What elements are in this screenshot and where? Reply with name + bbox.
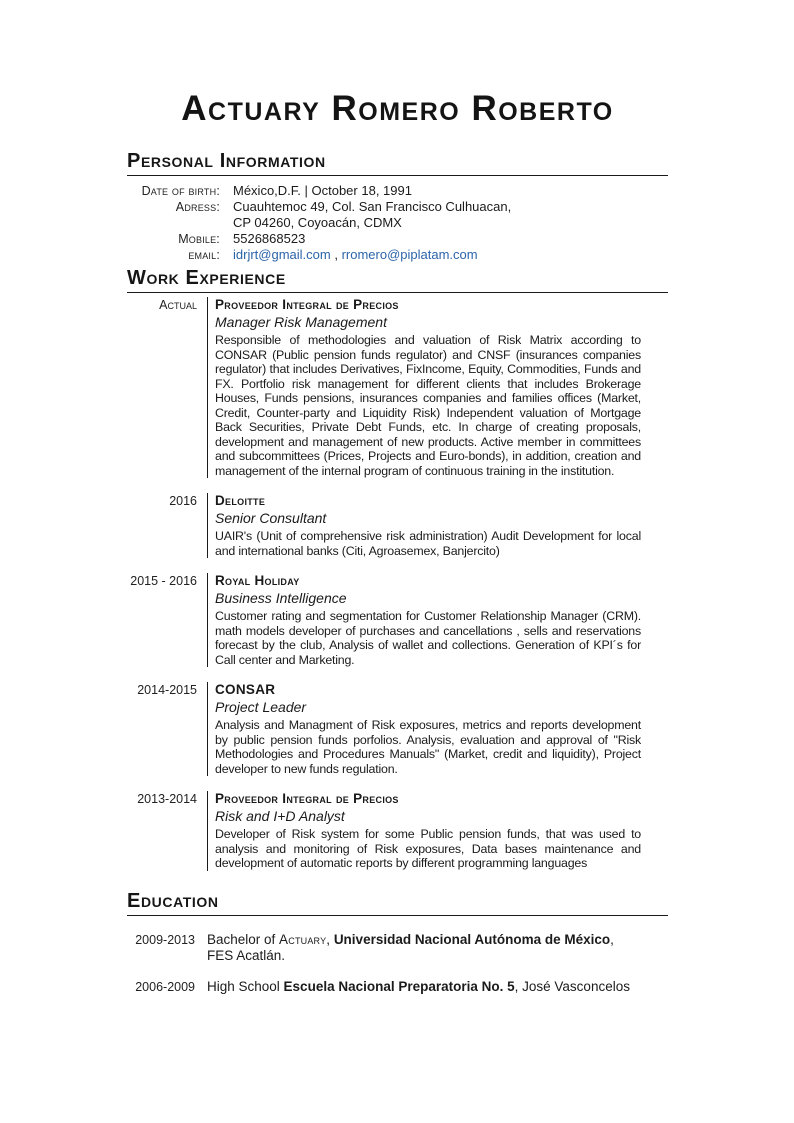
- entry-description: Developer of Risk system for some Public pension funds, that was used to analysis and monitoring of Risk exposures, Data bases maintenance and development of automatic reports by different programming languages: [215, 827, 641, 870]
- row-date-of-birth: [127, 183, 668, 199]
- mobile-value: 5526868523: [233, 231, 306, 246]
- entry-company: CONSAR: [215, 682, 276, 697]
- entry-company: Deloitte: [215, 493, 266, 508]
- entry-description: UAIR's (Unit of comprehensive risk administration) Audit Development for local and international banks (Citi, Agroasemex, Banjercito): [215, 529, 641, 558]
- work-entries: [127, 297, 668, 871]
- entry-period: Actual: [159, 298, 197, 312]
- entry-body: [207, 791, 641, 871]
- email-separator: ,: [330, 247, 342, 262]
- work-entry-deloitte: [127, 493, 668, 558]
- date-of-birth-value: México,D.F. | October 18, 1991: [233, 183, 412, 198]
- section-work-experience: [127, 268, 668, 871]
- row-email: [127, 247, 668, 263]
- institution-bold: Universidad Nacional Autónoma de México: [333, 931, 611, 947]
- education-entry-bachelor: [127, 932, 668, 964]
- entry-period: 2013-2014: [137, 792, 197, 806]
- entry-body: [207, 573, 641, 667]
- entry-body: [207, 932, 614, 964]
- institution-bold: Escuela Nacional Preparatoria No. 5: [283, 978, 515, 994]
- address-line-1: Cuauhtemoc 49, Col. San Francisco Culhuacan,: [233, 199, 512, 214]
- entry-role: Business Intelligence: [215, 590, 347, 606]
- section-heading-personal-information: Personal Information: [127, 151, 668, 176]
- entry-period: 2016: [169, 494, 197, 508]
- entry-role: Senior Consultant: [215, 510, 327, 526]
- email-link-piplatam[interactable]: rromero@piplatam.com: [341, 247, 478, 262]
- entry-body: [207, 979, 630, 996]
- work-entry-pip-actual: [127, 297, 668, 478]
- education-entry-high-school: [127, 979, 668, 996]
- page-title: Actuary Romero Roberto: [181, 89, 614, 128]
- row-address: [127, 199, 668, 231]
- work-entry-royal-holiday: [127, 573, 668, 667]
- entry-description: Customer rating and segmentation for Customer Relationship Manager (CRM). math models developer of purchases and cancellations , sells and reservations forecast by the club, Analysis of wallet and collections. Generation of KPI´s for Call center and Marketing.: [215, 609, 641, 667]
- entry-period: 2009-2013: [135, 932, 195, 947]
- education-line-1: High School Escuela Nacional Preparatoria No. 5, José Vasconcelos: [207, 978, 630, 994]
- entry-period: 2015 - 2016: [130, 574, 197, 588]
- section-heading-education: Education: [127, 891, 668, 916]
- entry-body: [207, 682, 641, 776]
- email-value: [233, 247, 478, 263]
- section-heading-work-experience: Work Experience: [127, 268, 668, 293]
- entry-body: [207, 493, 641, 558]
- entry-body: [207, 297, 641, 478]
- date-of-birth-label: Date of birth:: [141, 184, 220, 198]
- entry-period: 2014-2015: [137, 683, 197, 697]
- work-entry-pip-2013: [127, 791, 668, 871]
- section-education: [127, 891, 668, 996]
- entry-company: Proveedor Integral de Precios: [215, 297, 399, 312]
- address-line-2: CP 04260, Coyoacán, CDMX: [233, 215, 402, 230]
- entry-description: Responsible of methodologies and valuation of Risk Matrix according to CONSAR (Public pension funds regulator) and CNSF (insurances companies regulator) that includes Derivatives, FixIncome, Equity, Commodities, Funds and FX. Portfolio risk management for different clients that includes Brokerage Houses, Funds pensions, insurances companies and families offices (Market, Credit, Counter-party and Liquidity Risk) Independent valuation of Mortgage Back Securities, Private Debt Funds, etc. In charge of creating proposals, development and management of new products. Active member in committees and subcommittees (Prices, Projects and Euro-bonds), in addition, creation and management of the internal program of continuous training in the institution.: [215, 333, 641, 478]
- entry-company: Royal Holiday: [215, 573, 300, 588]
- email-label: email:: [188, 248, 220, 262]
- entry-description: Analysis and Managment of Risk exposures, metrics and reports development by public pension funds porfolios. Analysis, evaluation and approval of "Risk Methodologies and Procedures Manuals" (Market, credit and liquidity), Project developer to new funds regulation.: [215, 718, 641, 776]
- address-value: [233, 199, 511, 231]
- education-line-2: FES Acatlán.: [207, 947, 286, 963]
- entry-role: Project Leader: [215, 699, 307, 715]
- mobile-label: Mobile:: [178, 232, 220, 246]
- entry-role: Risk and I+D Analyst: [215, 808, 345, 824]
- degree-smallcaps: Actuary: [279, 931, 327, 947]
- row-mobile: [127, 231, 668, 247]
- education-entries: [127, 932, 668, 996]
- entry-period: 2006-2009: [135, 979, 195, 994]
- section-personal-information: [127, 151, 668, 263]
- personal-info-rows: [127, 183, 668, 263]
- work-entry-consar: [127, 682, 668, 776]
- entry-role: Manager Risk Management: [215, 314, 387, 330]
- address-label: Adress:: [175, 200, 220, 214]
- email-link-gmail[interactable]: idrjrt@gmail.com: [233, 247, 331, 262]
- entry-company: Proveedor Integral de Precios: [215, 791, 399, 806]
- education-line-1: Bachelor of Actuary, Universidad Nacional Autónoma de México,: [207, 931, 614, 947]
